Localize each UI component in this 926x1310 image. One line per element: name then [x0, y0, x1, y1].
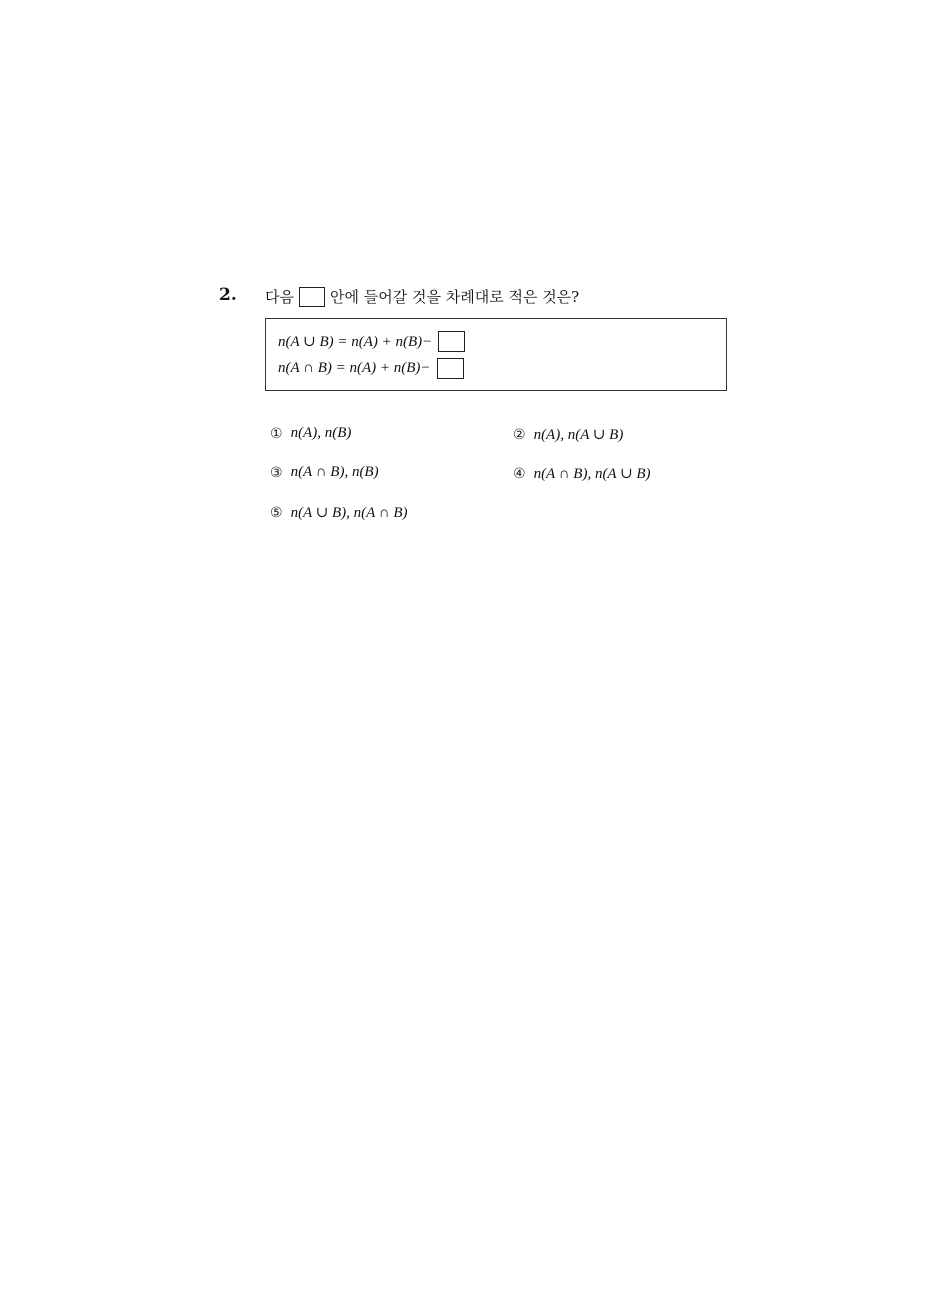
choice-5[interactable]: [270, 503, 408, 522]
stem-text-before: 다음: [265, 288, 294, 306]
formula-union-blank: [438, 331, 465, 352]
formula-union-text: n(A ∪ B) = n(A) + n(B)−: [278, 334, 433, 350]
formula-line-union: [278, 331, 465, 352]
question-stem: [265, 286, 579, 307]
stem-text-after: 안에 들어갈 것을 차례대로 적은 것은?: [329, 288, 580, 306]
choice-2-text: n(A), n(A ∪ B): [533, 427, 624, 443]
formula-line-intersection: [278, 358, 464, 379]
choice-1[interactable]: [270, 425, 351, 442]
choice-5-text: n(A ∪ B), n(A ∩ B): [290, 505, 408, 521]
formula-intersection-blank: [437, 358, 464, 379]
choice-2-marker: ②: [513, 426, 526, 443]
choice-3-marker: ③: [270, 464, 283, 481]
formula-box: [265, 318, 727, 391]
choice-1-text: n(A), n(B): [290, 425, 352, 441]
choice-4[interactable]: [513, 464, 651, 483]
choice-4-marker: ④: [513, 465, 526, 482]
question-number: 2.: [219, 285, 237, 305]
choice-3-text: n(A ∩ B), n(B): [290, 464, 379, 480]
formula-intersection-text: n(A ∩ B) = n(A) + n(B)−: [278, 360, 431, 376]
choice-3[interactable]: [270, 464, 379, 481]
stem-blank-box: [299, 287, 325, 307]
choice-2[interactable]: [513, 425, 623, 444]
choice-5-marker: ⑤: [270, 504, 283, 521]
choice-1-marker: ①: [270, 425, 283, 442]
choice-4-text: n(A ∩ B), n(A ∪ B): [533, 466, 651, 482]
